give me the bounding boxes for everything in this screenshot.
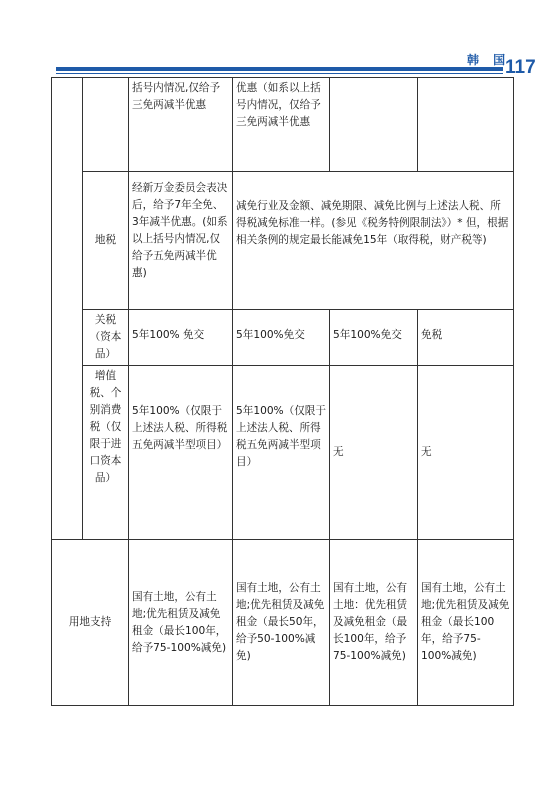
table-row	[52, 366, 514, 540]
cell: 5年100%（仅限于上述法人税、所得税五免两减半型项目）	[129, 366, 233, 540]
table-row	[52, 172, 514, 310]
cell: 5年100%（仅限于上述法人税、所得税五免两减半型项目）	[233, 366, 330, 540]
cell: 5年100% 免交	[129, 310, 233, 366]
label-cell: 用地支持	[52, 540, 129, 706]
cell: 国有土地，公有土地;优先租赁及减免租金（最长50年，给予50-100%减免)	[233, 540, 330, 706]
cell: 优惠（如系以上括号内情况，仅给予三免两减半优惠	[233, 78, 330, 172]
table-row	[52, 310, 514, 366]
page-number: 117	[505, 57, 536, 78]
label-cell	[83, 78, 129, 172]
cell: 5年100%免交	[330, 310, 418, 366]
header-thin-rule	[56, 73, 503, 74]
policy-table	[51, 77, 514, 706]
cell: 无	[330, 366, 418, 540]
table-row	[52, 78, 514, 172]
header-rule	[56, 67, 503, 71]
cell: 国有土地，公有土地;优先租赁及减免租金（最长100年，给予75-100%减免)	[418, 540, 514, 706]
cell: 国有土地，公有土地;优先租赁及减免租金（最长100年，给予75-100%减免)	[129, 540, 233, 706]
cell: 国有土地，公有土地：优先租赁及减免租金（最长100年，给予75-100%减免)	[330, 540, 418, 706]
cell: 括号内情况,仅给予三免两减半优惠	[129, 78, 233, 172]
header-country: 韩 国	[467, 53, 511, 67]
label-cell: 关税（资本品）	[83, 310, 129, 366]
cell: 免税	[418, 310, 514, 366]
cell	[418, 78, 514, 172]
cell	[330, 78, 418, 172]
cell: 5年100%免交	[233, 310, 330, 366]
category-cell	[52, 78, 83, 540]
label-cell: 增值税、个别消费税（仅限于进口资本品）	[83, 366, 129, 540]
cell: 经新万金委员会表决后，给予7年全免、3年减半优惠。(如系以上括号内情况,仅给予五免两减半优惠)	[129, 172, 233, 310]
label-cell: 地税	[83, 172, 129, 310]
table-row	[52, 540, 514, 706]
merged-cell: 减免行业及金额、减免期限、减免比例与上述法人税、所得税减免标准一样。(参见《税务特例限制法》）* 但，根据相关条例的规定最长能减免15年（取得税，财产税等)	[233, 172, 514, 310]
cell: 无	[418, 366, 514, 540]
